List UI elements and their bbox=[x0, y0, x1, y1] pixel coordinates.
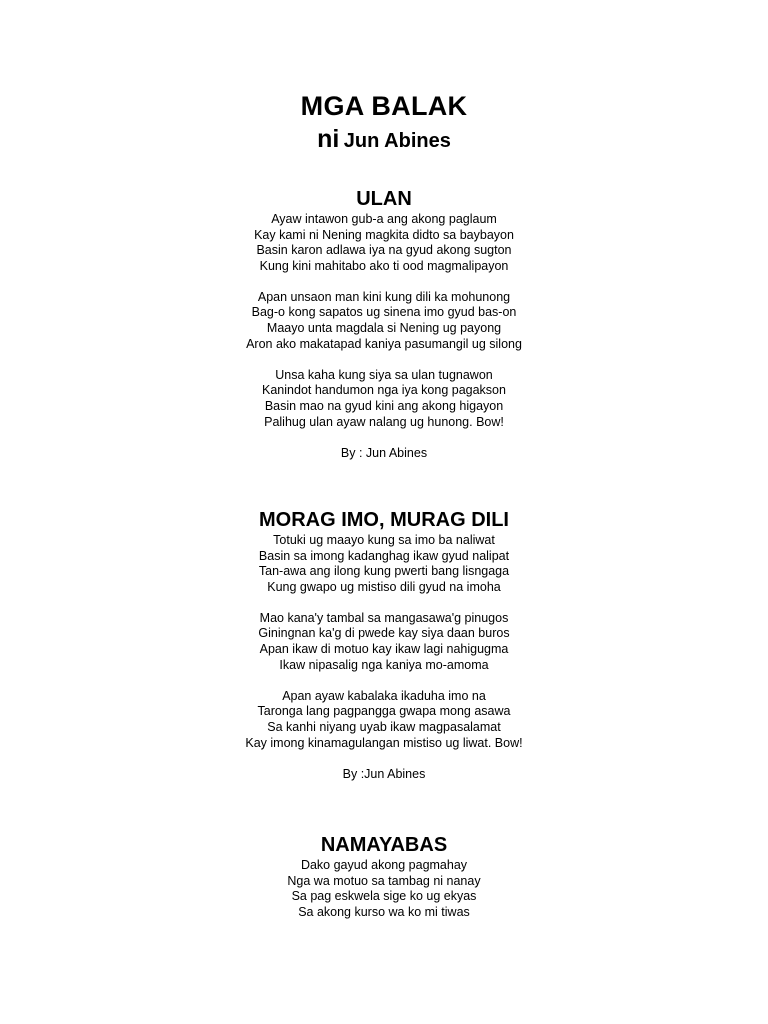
stanza bbox=[0, 290, 768, 352]
poem-line: Apan ikaw di motuo kay ikaw lagi nahigugma bbox=[259, 642, 509, 657]
subtitle-prefix: ni bbox=[317, 125, 340, 153]
poem-line: Sa akong kurso wa ko mi tiwas bbox=[298, 904, 470, 919]
poem-line: Kung kini mahitabo ako ti ood magmalipayon bbox=[259, 258, 509, 273]
poem-title: ULAN bbox=[356, 188, 412, 210]
stanza bbox=[0, 611, 768, 673]
stanza bbox=[0, 858, 768, 920]
poem-line: Apan ayaw kabalaka ikaduha imo na bbox=[282, 688, 486, 703]
stanza bbox=[0, 689, 768, 751]
poem-line: Giningnan ka'g di pwede kay siya daan buros bbox=[258, 626, 510, 641]
poem-line: Kay imong kinamagulangan mistiso ug liwat. Bow! bbox=[245, 735, 523, 750]
poem-line: Mao kana'y tambal sa mangasawa'g pinugos bbox=[259, 610, 509, 625]
subtitle-author: Jun Abines bbox=[343, 130, 451, 152]
poem-ulan bbox=[0, 186, 768, 461]
poem-line: Aron ako makatapad kaniya pasumangil ug silong bbox=[246, 336, 522, 351]
poem-line: Tan-awa ang ilong kung pwerti bang lisngaga bbox=[258, 564, 510, 579]
poem-title: MORAG IMO, MURAG DILI bbox=[259, 509, 509, 531]
stanza bbox=[0, 533, 768, 595]
stanza bbox=[0, 212, 768, 274]
poem-line: Taronga lang pagpangga gwapa mong asawa bbox=[257, 704, 511, 719]
poem-title: NAMAYABAS bbox=[320, 834, 448, 856]
poem-line: Kay kami ni Nening magkita didto sa baybayon bbox=[254, 227, 514, 242]
poem-line: Maayo unta magdala si Nening ug payong bbox=[266, 321, 502, 336]
poem-namayabas bbox=[0, 832, 768, 936]
poem-line: Sa pag eskwela sige ko ug ekyas bbox=[291, 889, 477, 904]
poem-line: Basin karon adlawa iya na gyud akong sugton bbox=[256, 243, 512, 258]
poem-line: Palihug ulan ayaw nalang ug hunong. Bow! bbox=[264, 414, 504, 429]
poem-line: Unsa kaha kung siya sa ulan tugnawon bbox=[275, 367, 493, 382]
poem-byline: By :Jun Abines bbox=[342, 766, 426, 781]
stanza bbox=[0, 368, 768, 430]
document-subtitle bbox=[0, 124, 768, 158]
poem-morag-imo bbox=[0, 507, 768, 782]
poem-line: Bag-o kong sapatos ug sinena imo gyud bas-on bbox=[251, 305, 517, 320]
poem-line: Apan unsaon man kini kung dili ka mohunong bbox=[257, 289, 511, 304]
document-title: MGA BALAK bbox=[300, 91, 468, 121]
poem-line: Kanindot handumon nga iya kong pagakson bbox=[262, 383, 506, 398]
poem-byline: By : Jun Abines bbox=[340, 445, 428, 460]
poem-line: Nga wa motuo sa tambag ni nanay bbox=[287, 873, 481, 888]
poem-line: Basin mao na gyud kini ang akong higayon bbox=[264, 398, 504, 413]
poem-line: Basin sa imong kadanghag ikaw gyud nalipat bbox=[258, 548, 510, 563]
poem-line: Ayaw intawon gub-a ang akong paglaum bbox=[271, 212, 497, 226]
poem-line: Dako gayud akong pagmahay bbox=[300, 858, 468, 872]
poem-line: Ikaw nipasalig nga kaniya mo-amoma bbox=[279, 657, 489, 672]
poem-line: Sa kanhi niyang uyab ikaw magpasalamat bbox=[267, 719, 501, 734]
poem-line: Totuki ug maayo kung sa imo ba naliwat bbox=[273, 533, 495, 547]
poem-line: Kung gwapo ug mistiso dili gyud na imoha bbox=[267, 579, 501, 594]
